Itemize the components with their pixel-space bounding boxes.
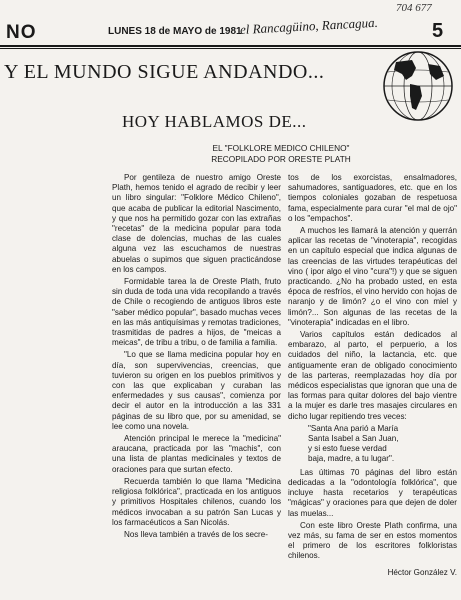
paragraph: Por gentileza de nuestro amigo Oreste Plath, hemos tenido el agrado de recibir y leer un libro singular: "Folklore Médico Chileno", que acaba de publicar la editorial Nascimento, y que nos ha permitido gozar con las extrañas "recetas" de la medicina popular para toda clase de dolencias, muchas de las cuales alguna vez las escuchamos de nuestras abuelas o supimos que siguen practicándose en los campos. xyxy=(112,173,281,274)
poem-line: "Santa Ana parió a María xyxy=(308,423,399,433)
paragraph: Recuerda también lo que llama "Medicina religiosa folklórica", practicada en los antiguos y primitivos Hospitales chilenos, cuando los médicos invocaban a su patrón San Lucas y los farmacéuticos a San Nicolás. xyxy=(112,476,281,527)
byline-line: EL "FOLKLORE MEDICO CHILENO" xyxy=(212,143,350,153)
poem-line: Santa Isabel a San Juan, xyxy=(308,434,399,444)
header-rule-top xyxy=(0,45,461,47)
paragraph: Las últimas 70 páginas del libro están dedicadas a la "odontología folklórica", que incluye hasta recetarios y terapéuticas "mágicas" y oraciones para que dejen de doler las muelas... xyxy=(288,467,457,518)
page-number: 5 xyxy=(432,20,444,42)
article-column-left xyxy=(112,173,281,542)
article-title: HOY HABLAMOS DE... xyxy=(122,112,307,131)
article-column-right xyxy=(288,173,457,578)
section-title: Y EL MUNDO SIGUE ANDANDO... xyxy=(4,61,325,83)
paragraph: Nos lleva también a través de los secre- xyxy=(124,529,268,539)
issue-date: LUNES 18 de MAYO de 1981 xyxy=(108,26,242,37)
paragraph: Formidable tarea la de Oreste Plath, fruto sin duda de toda una vida recopilando a través de Chile o recogiendo de antiguos libros este "saber médico popular", basado muchas veces en las más antiquísimas y remotas tradiciones, trasmitidas de padres a hijos, de "meicas a meicas", de tribu a tribu, o de familia a familia. xyxy=(112,277,281,348)
byline-line: RECOPILADO POR ORESTE PLATH xyxy=(211,154,351,164)
poem-line: y si esto fuese verdad xyxy=(308,444,387,454)
paragraph: Con este libro Oreste Plath confirma, una vez más, su fama de ser en estos momentos el primero de los escritores folkloristas chilenos. xyxy=(288,520,457,561)
section-label: NO xyxy=(6,22,37,43)
author-signature: Héctor González V. xyxy=(387,567,457,577)
paragraph: Atención principal le merece la "medicina" araucana, practicada por las "machis", con una lista de plantas medicinales y textos de oraciones para que surtan efecto. xyxy=(112,434,281,474)
archive-stamp: 704 677 xyxy=(396,2,432,14)
poem xyxy=(308,424,457,465)
handwritten-note: el Rancagüino, Rancagua. xyxy=(239,14,379,37)
header-rule-bottom xyxy=(0,48,461,49)
globe-icon xyxy=(382,50,454,122)
paragraph: Varios capítulos están dedicados al embarazo, al parto, el perpuerio, a los cuidados del niño, la lactancia, etc. que antiguamente eran de obligado conocimiento de las parteras, reemplazadas hoy día por médicos especialistas que ignoran que una de las formas para quitar dolores del bajo vientre a la mujer es darle tres masajes circulares en dicho lugar repitiendo tres veces: xyxy=(288,330,457,421)
article-byline xyxy=(156,143,406,165)
paragraph: A muchos les llamará la atención y querrán aplicar las recetas de "vinoterapia", recogidas en un capítulo especial que indica algunas de las creencias de las virtudes terapéuticas del vino ( ipor algo el vino "cura"!) y que se siguen practicando. ¿No ha probado usted, en esta época de resfríos, el vino hervido con hojas de naranjo y de limón? ¿o el vino con miel y limón?... Son algunas de las recetas de la "vinoterapia" indicadas en el libro. xyxy=(288,226,457,327)
poem-line: baja, madre, a tu lugar". xyxy=(308,454,395,464)
paragraph: tos de los exorcistas, ensalmadores, sahumadores, santiguadores, etc. que en los tiempos coloniales gozaban de respetuosa fama, especialmente para curar "el mal de ojo" o los "empachos". xyxy=(288,173,457,223)
paragraph: "Lo que se llama medicina popular hoy en día, son supervivencias, creencias, que tuvieron su origen en los pueblos primitivos y con las que explicaban y curaban las enfermedades y sus causas", comienza por decir el autor en la introducción a las 331 páginas de su libro que, por su amenidad, se lee como una novela. xyxy=(112,350,281,431)
